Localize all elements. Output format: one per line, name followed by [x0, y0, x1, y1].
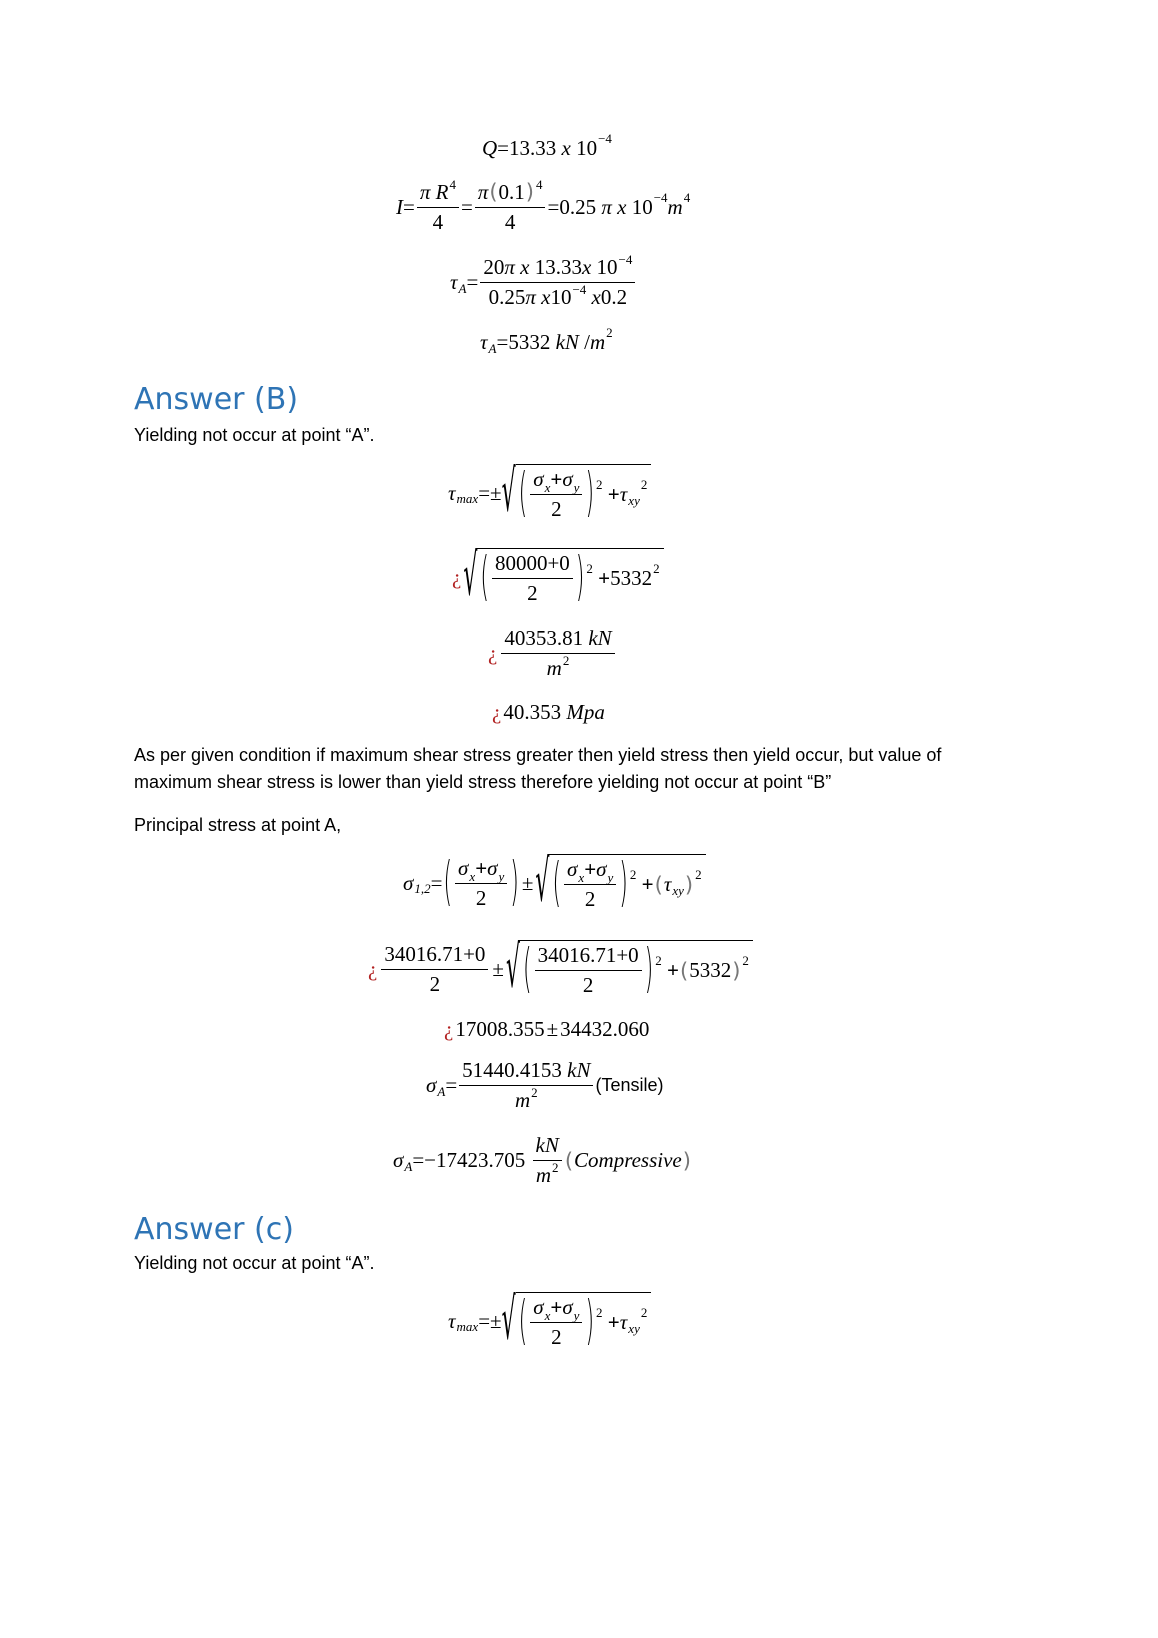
answer-c-line: Yielding not occur at point “A”. [134, 1253, 375, 1273]
equation-calc-5: ¿ 17008.355 ± 34432.060 [444, 1017, 650, 1041]
principal-stress-intro: Principal stress at point A, [134, 815, 342, 835]
equation-tau-a-fraction: τ $_A$ = $\frac{20\pi x 13.33x 10^{-4}}{0.25\pi x10^{-4} x0.2}$ [450, 255, 637, 310]
equation-sigma-a-compressive: σ $_A$ = −17423.705 $\frac{kN}{m^2}$ ( Compressive ) [393, 1133, 691, 1188]
answer-b-line: Yielding not occur at point “A”. [134, 425, 375, 445]
answer-b-paragraph: As per given condition if maximum shear stress greater then yield stress then yield occur, but value of maximum shear stress is lower than yield stress therefore yielding not occur at point “B” [134, 745, 942, 792]
equation-calc-4: ¿ $\frac{34016.71+0}{2}$ ± √ ( $\frac{34016.71+0}{2}$ ) $^2$ + ( 5332 ) $^2$ [368, 940, 753, 998]
equation-sigma-a-tensile: σ $_A$ = $\frac{51440.4153 kN}{m^2}$ (Tensile) [426, 1058, 664, 1113]
equation-calc-2: ¿ $\frac{40353.81 kN}{m^2}$ [488, 626, 617, 681]
answer-c-heading: Answer (c) [134, 1212, 294, 1247]
answer-b-heading: Answer (B) [134, 382, 299, 417]
equation-q: Q = 13.33 x 10 $^{-4}$ [482, 130, 612, 160]
equation-tau-max-c: τ $_{max}$ =± √ ( $\frac{\sigma_x+\sigma_y}{2}$ ) $^2$ + τ $_{xy}$ $^2$ [448, 1292, 651, 1350]
equation-tau-max: τ $_{max}$ =± √ ( $\frac{\sigma_x+\sigma_y}{2}$ ) $^2$ + τ $_{xy}$ $^2$ [448, 464, 651, 522]
equation-moment-of-inertia: I = $\frac{\pi R^4}{4}$ = $\frac{\pi(0.1) ^4}{4}$ = 0.25 π x 10 $^{-4}$ m $^4$ [396, 177, 691, 235]
equation-calc-3: ¿ 40.353 Mpa [492, 700, 605, 724]
equation-calc-1: ¿ √ ( $\frac{80000+0}{2}$ ) $^2$ + 5332 $^2$ [452, 548, 664, 606]
equation-sigma-12: σ $_{1,2}$ = ( $\frac{\sigma_x+\sigma_y}{2}$ ) ± √ ( $\frac{\sigma_x+\sigma_y}{2}$ ) $^2$ + ( τ $_{xy}$ ) $^2$ [403, 854, 706, 912]
equation-tau-a-result: τ $_A$ = 5332 kN / m $^2$ [480, 324, 613, 356]
